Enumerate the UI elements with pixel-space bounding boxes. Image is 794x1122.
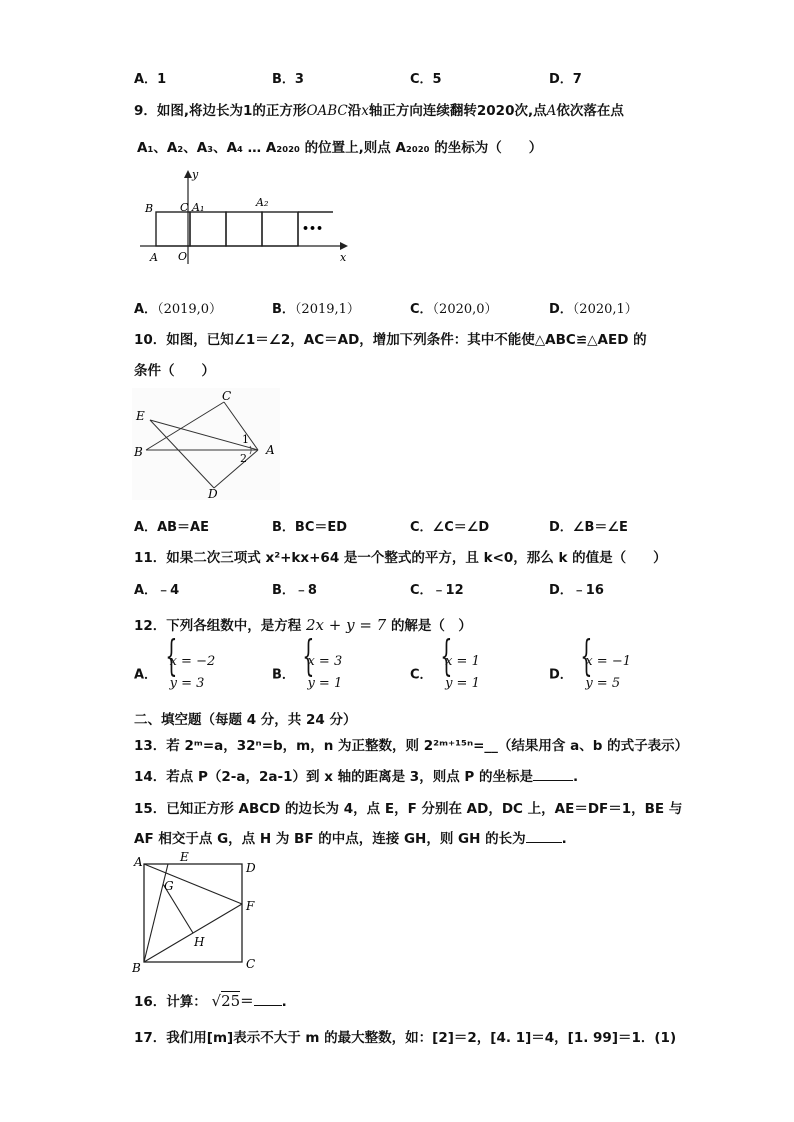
q9-option-b: B．（2019,1） bbox=[272, 302, 360, 317]
fig15-label-h: H bbox=[194, 935, 205, 949]
fig15-label-d: D bbox=[246, 861, 256, 875]
q10-figure bbox=[132, 388, 280, 500]
fig9-y-label: y bbox=[192, 168, 199, 181]
q16-answer-blank bbox=[254, 993, 282, 1006]
q9-figure bbox=[140, 166, 355, 266]
q9-option-a: A．（2019,0） bbox=[134, 302, 223, 317]
q10-line2: 条件（ ） bbox=[134, 363, 215, 379]
q8-option-b: B．3 bbox=[272, 72, 304, 87]
fig15-label-e: E bbox=[180, 850, 189, 864]
q15-line1: 15．已知正方形 ABCD 的边长为 4，点 E，F 分别在 AD，DC 上，AE＝DF＝1，BE 与 bbox=[134, 801, 683, 817]
q10-option-a: A．AB＝AE bbox=[134, 520, 209, 535]
q11-question: 11．如果二次三项式 x²+kx+64 是一个整式的平方，且 k<0，那么 k 的值是（ ） bbox=[134, 550, 667, 566]
fig9-label-a2: A₂ bbox=[256, 196, 269, 209]
fig10-label-c: C bbox=[222, 389, 232, 403]
q9-option-c: C．（2020,0） bbox=[410, 302, 498, 317]
q8-option-c: C．5 bbox=[410, 72, 442, 87]
q17-question: 17．我们用[m]表示不大于 m 的最大整数，如：[2]＝2，[4. 1]＝4，[1. 99]＝1．(1) bbox=[134, 1030, 677, 1046]
q11-option-a: A．﹣4 bbox=[134, 583, 180, 598]
fig9-dots: ••• bbox=[302, 222, 324, 235]
q11-option-b: B．﹣8 bbox=[272, 583, 317, 598]
section-title: 二、填空题（每题 4 分，共 24 分） bbox=[134, 712, 357, 728]
q11-option-d: D．﹣16 bbox=[549, 583, 604, 598]
fig9-label-o: O bbox=[178, 250, 188, 263]
fig10-angle-1: 1 bbox=[242, 433, 249, 446]
fig15-label-g: G bbox=[164, 879, 174, 893]
q8-option-a: A．1 bbox=[134, 72, 167, 87]
q14-question: 14．若点 P（2-a，2a-1）到 x 轴的距离是 3，则点 P 的坐标是 . bbox=[134, 769, 579, 785]
q12-option-d: D． { x = −1 y = 5 bbox=[549, 651, 631, 695]
q13-question: 13．若 2ᵐ=a，32ⁿ=b，m，n 为正整数，则 2²ᵐ⁺¹⁵ⁿ=__（结果用含 a、b 的式子表示） bbox=[134, 738, 689, 754]
q10-option-d: D．∠B＝∠E bbox=[549, 520, 628, 535]
q15-answer-blank bbox=[526, 830, 562, 843]
q12-option-a: A． { x = −2 y = 3 bbox=[134, 651, 215, 695]
q8-option-d: D．7 bbox=[549, 72, 582, 87]
q11-option-c: C．﹣12 bbox=[410, 583, 464, 598]
q15-figure bbox=[132, 850, 262, 975]
q12-option-b: B． { x = 3 y = 1 bbox=[272, 651, 342, 695]
q10-option-c: C．∠C＝∠D bbox=[410, 520, 490, 535]
fig10-label-a: A bbox=[266, 443, 275, 457]
q9-line1: 9．如图,将边长为1的正方形OABC沿x轴正方向连续翻转2020次,点A依次落在点 bbox=[134, 103, 624, 119]
q15-line2: AF 相交于点 G，点 H 为 BF 的中点，连接 GH，则 GH 的长为 . bbox=[134, 831, 567, 847]
fig15-label-a: A bbox=[134, 855, 143, 869]
fig10-label-b: B bbox=[134, 445, 143, 459]
fig15-label-b: B bbox=[132, 961, 141, 975]
fig9-x-label: x bbox=[340, 251, 347, 264]
q12-option-c: C． { x = 1 y = 1 bbox=[410, 651, 480, 695]
q12-question: 12．下列各组数中，是方程 2x + y = 7 的解是（ ） bbox=[134, 616, 472, 634]
fig15-label-c: C bbox=[246, 957, 256, 971]
fig9-label-a1: A₁ bbox=[192, 201, 205, 214]
q10-option-b: B．BC＝ED bbox=[272, 520, 348, 535]
fig10-label-e: E bbox=[136, 409, 145, 423]
q9-line2: A₁、A₂、A₃、A₄ … A₂₀₂₀ 的位置上,则点 A₂₀₂₀ 的坐标为（ ） bbox=[137, 140, 543, 156]
fig15-label-f: F bbox=[246, 899, 255, 913]
q10-line1: 10．如图，已知∠1＝∠2，AC＝AD，增加下列条件：其中不能使△ABC≌△AED 的 bbox=[134, 332, 647, 348]
q14-answer-blank bbox=[533, 768, 573, 781]
fig9-label-b: B bbox=[145, 202, 154, 215]
fig10-angle-2: 2 bbox=[240, 452, 247, 465]
q16-question: 16．计算： √25＝ . bbox=[134, 992, 287, 1010]
fig9-label-c: C bbox=[180, 201, 189, 214]
sqrt-symbol: √25 bbox=[211, 992, 241, 1010]
q9-option-d: D．（2020,1） bbox=[549, 302, 638, 317]
fig10-label-d: D bbox=[208, 487, 218, 500]
fig9-label-a: A bbox=[150, 251, 158, 264]
q12-equation: 2x + y = 7 bbox=[306, 616, 387, 634]
